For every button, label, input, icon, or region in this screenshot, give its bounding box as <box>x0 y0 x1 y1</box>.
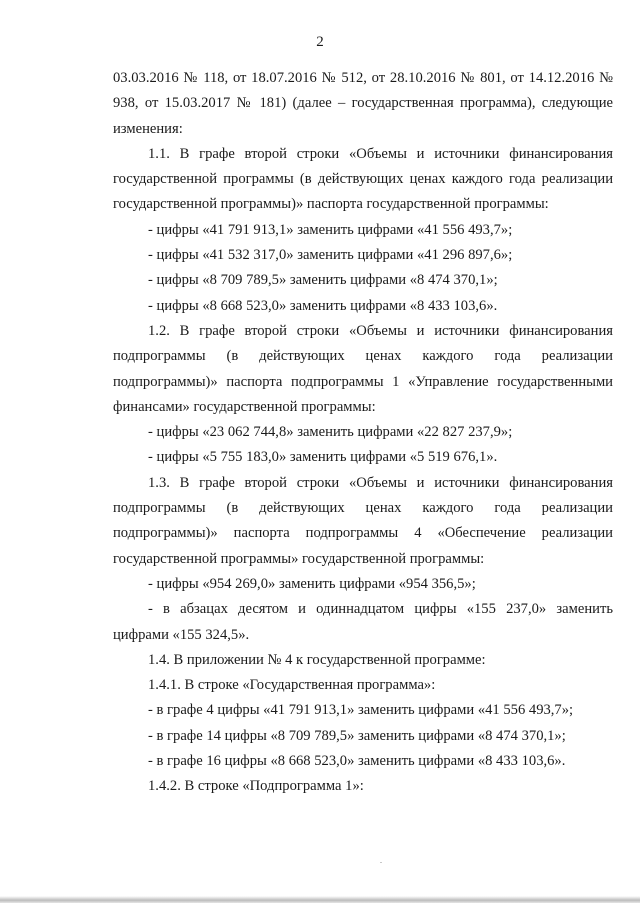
document-body <box>113 66 613 800</box>
section-1-4-1-item: - в графе 16 цифры «8 668 523,0» заменить цифрами «8 433 103,6». <box>148 753 566 770</box>
section-1-1-item: - цифры «41 791 913,1» заменить цифрами «41 556 493,7»; <box>148 221 513 238</box>
section-1-2-item: - цифры «23 062 744,8» заменить цифрами «22 827 237,9»; <box>148 424 513 441</box>
section-1-3-heading: 1.3. В графе второй строки «Объемы и источники финансирования подпрограммы (в действующих ценах каждого года реализации подпрограммы)» паспорта подпрограммы 4 «Обеспечение реализации государственной программы» государственной программы: <box>113 474 613 567</box>
section-1-1-item: - цифры «41 532 317,0» заменить цифрами «41 296 897,6»; <box>148 247 513 264</box>
section-1-1-item: - цифры «8 668 523,0» заменить цифрами «8 433 103,6». <box>148 297 498 314</box>
section-1-4-1-item: - в графе 14 цифры «8 709 789,5» заменить цифрами «8 474 370,1»; <box>148 727 566 744</box>
section-1-1-item: - цифры «8 709 789,5» заменить цифрами «8 474 370,1»; <box>148 272 498 289</box>
intro-paragraph: 03.03.2016 № 118, от 18.07.2016 № 512, от 28.10.2016 № 801, от 14.12.2016 № 938, от 15.03.2017 № 181) (далее – государственная программа), следующие изменения: <box>113 70 613 137</box>
section-1-4-1-item: - в графе 4 цифры «41 791 913,1» заменить цифрами «41 556 493,7»; <box>148 702 574 719</box>
section-1-2-heading: 1.2. В графе второй строки «Объемы и источники финансирования подпрограммы (в действующих ценах каждого года реализации подпрограммы)» паспорта подпрограммы 1 «Управление государственными финансами» государственной программы: <box>113 322 613 415</box>
section-1-3-item: - цифры «954 269,0» заменить цифрами «954 356,5»; <box>148 575 476 592</box>
section-1-4-2-heading: 1.4.2. В строке «Подпрограмма 1»: <box>148 778 364 795</box>
section-1-4-1-heading: 1.4.1. В строке «Государственная программа»: <box>148 677 436 694</box>
section-1-4-heading: 1.4. В приложении № 4 к государственной программе: <box>148 651 486 668</box>
page-number: 2 <box>316 34 324 50</box>
section-1-3-item: - в абзацах десятом и одиннадцатом цифры «155 237,0» заменить цифрами «155 324,5». <box>113 601 613 643</box>
section-1-2-item: - цифры «5 755 183,0» заменить цифрами «5 519 676,1». <box>148 449 498 466</box>
section-1-1-heading: 1.1. В графе второй строки «Объемы и источники финансирования государственной программы (в действующих ценах каждого года реализации государственной программы)» паспорта государственной программы: <box>113 145 613 213</box>
scan-bottom-edge <box>0 896 640 903</box>
scan-speck <box>380 862 382 863</box>
